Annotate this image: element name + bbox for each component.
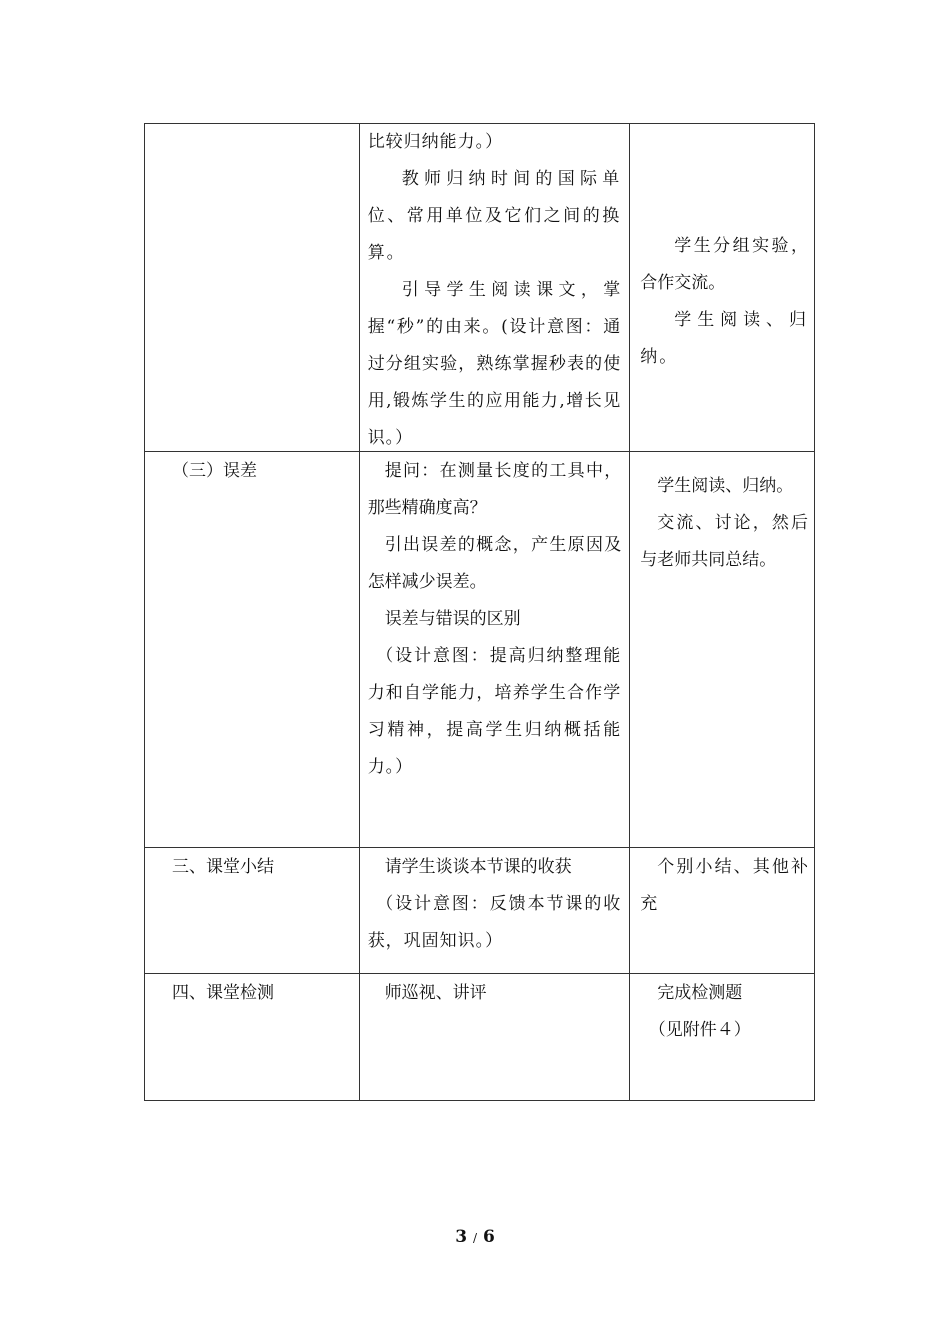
stage-cell bbox=[145, 124, 360, 451]
stage-cell: （三）误差 bbox=[145, 452, 360, 847]
student-text: 交流、讨论，然后与老师共同总结。 bbox=[640, 513, 808, 570]
teacher-text: 请学生谈谈本节课的收获 bbox=[384, 857, 572, 877]
student-activity-cell bbox=[630, 124, 814, 451]
teacher-text: 提问：在测量长度的工具中，那些精确度高？ bbox=[367, 461, 622, 518]
teacher-text: 教师归纳时间的国际单位、常用单位及它们之间的换算。 bbox=[367, 169, 622, 263]
table-row bbox=[145, 452, 814, 848]
page-number bbox=[0, 1227, 950, 1247]
student-text: 个别小结、其他补充 bbox=[640, 857, 808, 914]
teacher-text: 师巡视、讲评 bbox=[384, 983, 487, 1003]
student-activity-cell bbox=[630, 848, 814, 973]
page-current: 3 bbox=[455, 1227, 468, 1247]
teacher-text: 误差与错误的区别 bbox=[384, 609, 521, 629]
student-activity-cell bbox=[630, 452, 814, 847]
student-text: （见附件４） bbox=[648, 1020, 751, 1040]
teacher-text: （设计意图：反馈本节课的收获，巩固知识。） bbox=[367, 894, 622, 951]
teacher-text: 引出误差的概念，产生原因及怎样减少误差。 bbox=[367, 535, 622, 592]
teacher-activity-cell bbox=[360, 124, 631, 451]
teacher-text: 引导学生阅读课文，掌握“秒”的由来。(设计意图：通过分组实验，熟练掌握秒表的使用,锻炼学生的应用能力,增长见识。） bbox=[367, 280, 622, 448]
stage-cell: 四、课堂检测 bbox=[145, 974, 360, 1100]
table-row bbox=[145, 124, 814, 452]
stage-cell: 三、课堂小结 bbox=[145, 848, 360, 973]
student-text: 学生阅读、归纳。 bbox=[657, 476, 794, 496]
table-row bbox=[145, 974, 814, 1100]
page-total: 6 bbox=[482, 1227, 495, 1247]
lesson-plan-table bbox=[144, 123, 815, 1101]
teacher-activity-cell bbox=[360, 848, 631, 973]
table-row bbox=[145, 848, 814, 974]
teacher-text: （设计意图：提高归纳整理能力和自学能力，培养学生合作学习精神，提高学生归纳概括能力。） bbox=[367, 646, 622, 777]
teacher-activity-cell bbox=[360, 974, 631, 1100]
student-text: 学生分组实验，合作交流。 bbox=[640, 236, 808, 293]
student-text: 学生阅读、归纳。 bbox=[640, 310, 808, 367]
student-activity-cell bbox=[630, 974, 814, 1100]
student-text: 完成检测题 bbox=[657, 983, 743, 1003]
page-separator: / bbox=[472, 1231, 478, 1245]
teacher-activity-cell bbox=[360, 452, 631, 847]
teacher-text: 比较归纳能力。） bbox=[367, 132, 504, 152]
